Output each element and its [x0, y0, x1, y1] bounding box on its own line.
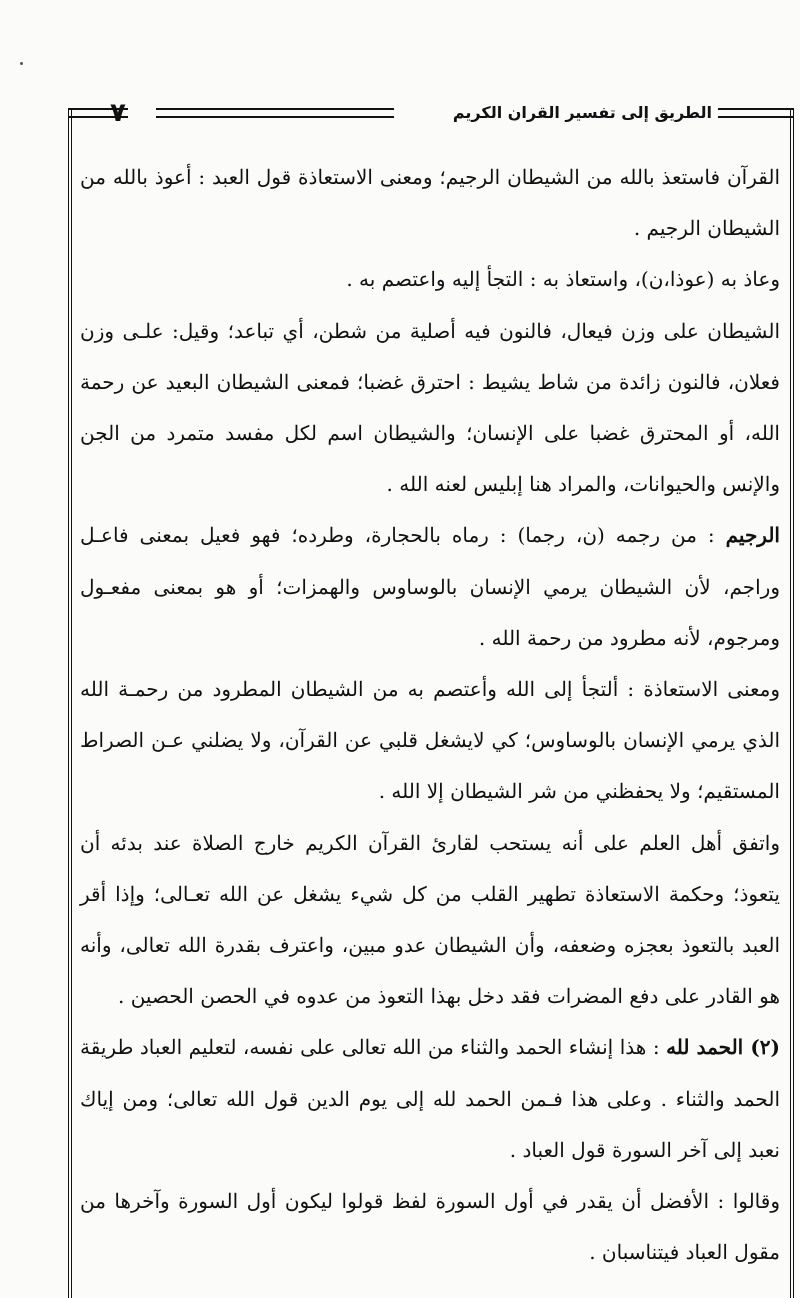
paragraph-3: الشيطان على وزن فيعال، فالنون فيه أصلية من شطن، أي تباعد؛ وقيل: علـى وزن فعلان، فالنون زائدة من شاط يشيط : احترق غضبا؛ فمعنى الشيطان البعيد عن رحمة الله، أو المحترق غضبا على الإنسان؛ والشيطان اسم لكل مفسد متمرد من الجن والإنس والحيوانات، والمراد هنا إبليس لعنه الله .	[80, 318, 780, 497]
page-body	[80, 152, 780, 1278]
paragraph-8: وقالوا : الأفضل أن يقدر في أول السورة لفظ قولوا ليكون أول السورة وآخرها من مقول العباد فيتناسبان .	[80, 1189, 780, 1265]
paragraph-7: (٢) الحمد لله : هذا إنشاء الحمد والثناء من الله تعالى على نفسه، لتعليم العباد طريقة الحمد والثناء . وعلى هذا فـمن الحمد لله إلى يوم الدين قول الله تعالى؛ ومن إياك نعبد إلى آخر السورة قول العباد .	[80, 1035, 780, 1162]
paragraph-4: الرجيم : من رجمه (ن، رجما) : رماه بالحجارة، وطرده؛ فهو فعيل بمعنى فاعـل وراجم، لأن الشيطان يرمي الإنسان بالوساوس والهمزات؛ أو هو بمعنى مفعـول ومرجوم، لأنه مطرود من رحمة الله .	[80, 523, 780, 650]
header-rule-right	[718, 108, 794, 118]
page-number: ٧	[110, 98, 126, 128]
scan-speck	[20, 62, 23, 65]
paragraph-1: القرآن فاستعذ بالله من الشيطان الرجيم؛ ومعنى الاستعاذة قول العبد : أعوذ بالله من الشيطان الرجيم .	[80, 165, 780, 241]
header-rule-middle	[156, 108, 394, 118]
paragraph-2: وعاذ به (عوذا،ن)، واستعاذ به : التجأ إليه واعتصم به .	[346, 267, 780, 292]
paragraph-5: ومعنى الاستعاذة : ألتجأ إلى الله وأعتصم به من الشيطان المطرود من رحمـة الله الذي يرمي الإنسان بالوساوس؛ كي لايشغل قلبي عن القرآن، ولا يضلني عـن الصراط المستقيم؛ ولا يحفظني من شر الشيطان إلا الله .	[80, 677, 780, 804]
running-header-title: الطريق إلى تفسير القران الكريم	[452, 103, 712, 122]
term-heading: (٢) الحمد لله	[666, 1035, 780, 1060]
paragraph-6: واتفق أهل العلم على أنه يستحب لقارئ القرآن الكريم خارج الصلاة عند بدئه أن يتعوذ؛ وحكمة الاستعاذة تطهير القلب من كل شيء يشغل عن الله تعـالى؛ وإذا أقر العبد بالتعوذ بعجزه وضعفه، وأن الشيطان عدو مبين، واعترف بقدرة الله تعالى، وأنه هو القادر على دفع المضرات فقد دخل بهذا التعوذ من عدوه في الحصن الحصين .	[80, 830, 780, 1009]
term-heading: الرجيم	[725, 523, 780, 548]
